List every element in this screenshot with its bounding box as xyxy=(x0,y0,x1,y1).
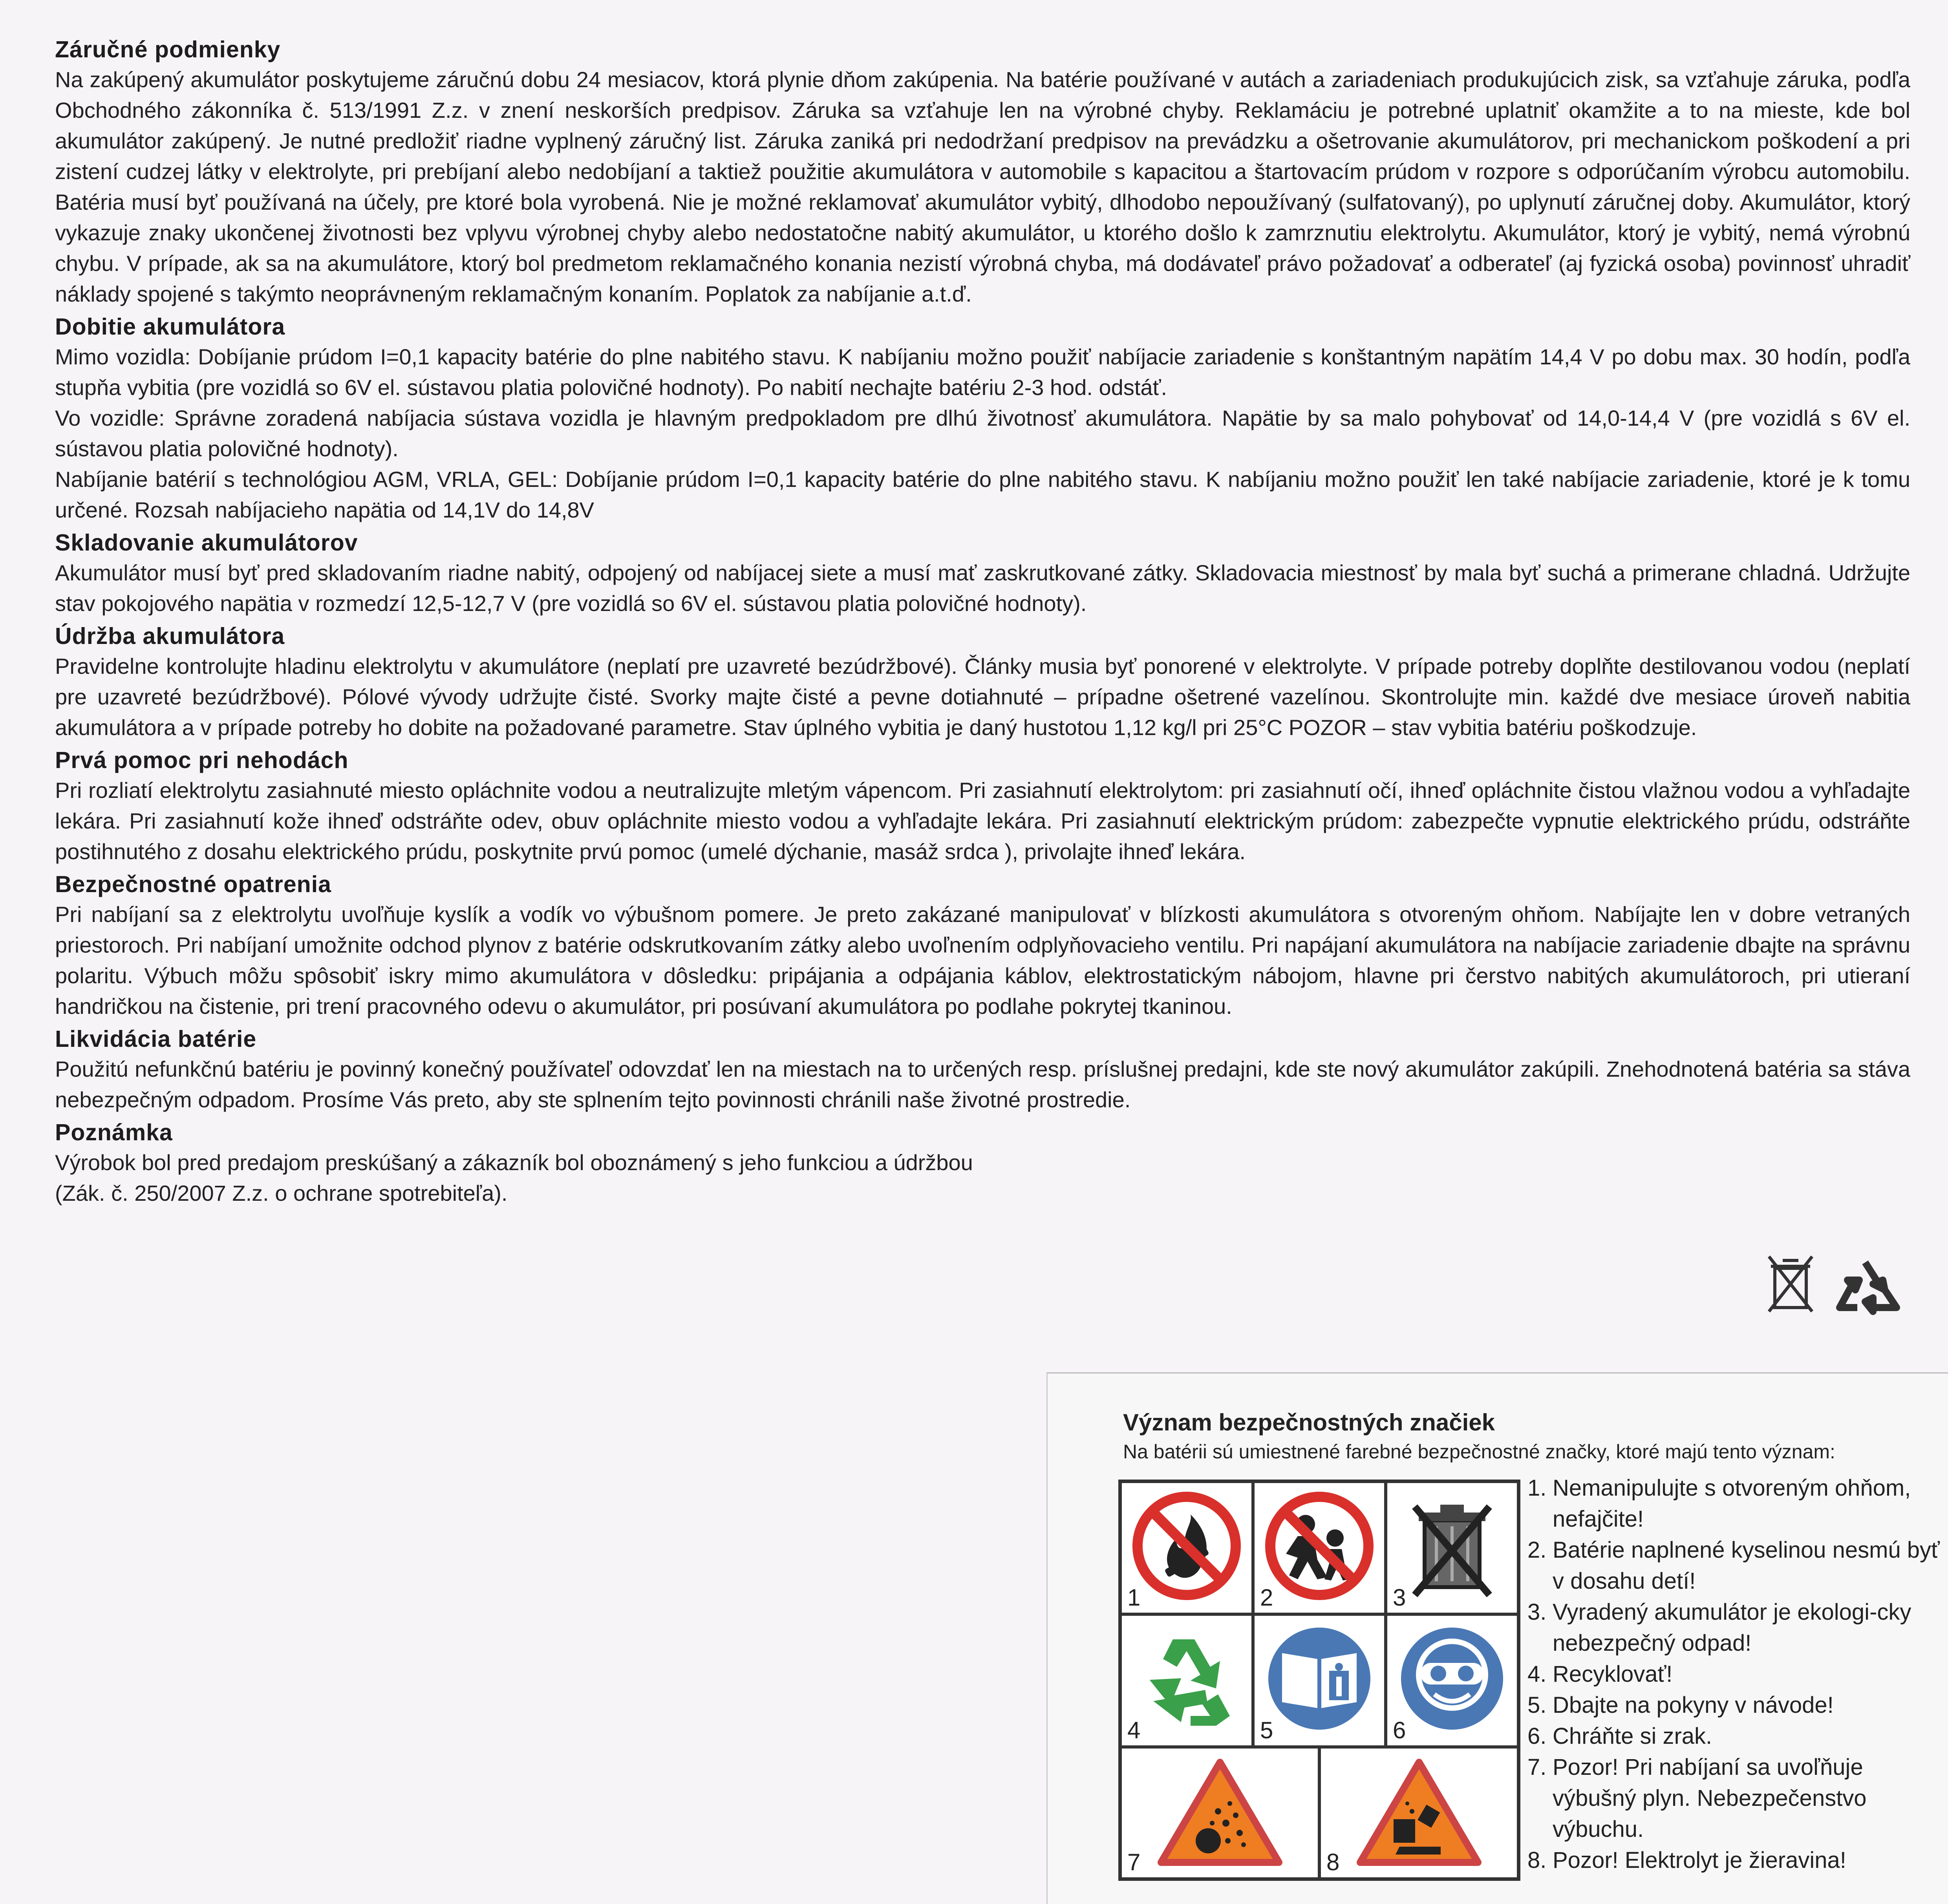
cell-number: 5 xyxy=(1260,1717,1273,1743)
section-text xyxy=(55,1054,1910,1115)
paragraph: Akumulátor musí byť pred skladovaním riadne nabitý, odpojený od nabíjacej siete a musí mať zaskrutkované zátky. Skladovacia miestnosť by mala byť suchá a primerane chladná. Udržujte stav pokojového napätia v rozmedzí 12,5-12,7 V (pre vozidlá so 6V el. sústavou platia polovičné hodnoty). xyxy=(55,560,1910,616)
no-open-flame-icon xyxy=(1122,1483,1251,1613)
section-warranty xyxy=(55,35,1910,309)
cell-number: 4 xyxy=(1127,1717,1141,1743)
crossed-out-bin-icon xyxy=(1387,1483,1517,1613)
list-item: 2. Batérie naplnené kyselinou nesmú byť v dosahu detí! xyxy=(1527,1537,1940,1594)
list-item: 7. Pozor! Pri nabíjaní sa uvoľňuje výbušný plyn. Nebezpečenstvo výbuchu. xyxy=(1527,1754,1867,1842)
section-charging xyxy=(55,312,1910,525)
paragraph: Pravidelne kontrolujte hladinu elektrolytu v akumulátore (neplatí pre uzavreté bezúdržbové). Články musia byť ponorené v elektrolyte. V prípade potreby doplňte destilovanou vodou (neplatí pre uzavreté bezúdržbové). Pólové vývody udržujte čisté. Svorky majte čisté a pevne dotiahnuté – prípadne ošetrené vazelínou. Skontrolujte min. každé dve mesiace úroveň nabitia akumulátora a v prípade potreby ho dobite na požadované parametre. Stav úplného vybitia je daný hustotou 1,12 kg/l pri 25°C POZOR – stav vybitia batériu poškodzuje. xyxy=(55,654,1910,740)
symbol-cell xyxy=(1386,1614,1518,1747)
list-item: 3. Vyradený akumulátor je ekologi-cky nebezpečný odpad! xyxy=(1527,1599,1911,1656)
section-maintenance xyxy=(55,621,1910,743)
cell-number: 1 xyxy=(1127,1584,1141,1611)
small-crossed-bin-icon xyxy=(1767,1253,1916,1315)
safety-symbols-grid xyxy=(1118,1480,1520,1881)
list-item: 5. Dbajte na pokyny v návode! xyxy=(1527,1692,1834,1718)
corrosive-warning-icon xyxy=(1321,1749,1517,1878)
section-disposal xyxy=(55,1024,1910,1115)
symbol-cell xyxy=(1386,1481,1518,1614)
document-body xyxy=(55,35,1910,1211)
read-manual-icon xyxy=(1255,1616,1384,1745)
symbol-cell xyxy=(1120,1481,1253,1614)
paragraph: Pri rozliatí elektrolytu zasiahnuté miesto opláchnite vodou a neutralizujte mletým vápencom. Pri zasiahnutí elektrolytom: pri zasiahnutí očí, ihneď opláchnite čistou vlažnou vodou a vyhľadajte lekára. Pri zasiahnutí kože ihneď odstráňte odev, obuv opláchnite miesto vodou a vyhľadajte lekára. Pri zasiahnutí elektrickým prúdom: zabezpečte vypnutie elektrického prúdu, odstráňte postihnutého z dosahu elektrického prúdu, poskytnite prvú pomoc (umelé dýchanie, masáž srdca ), privolajte ihneď lekára. xyxy=(55,778,1910,864)
legend-title: Význam bezpečnostných značiek xyxy=(1123,1409,1495,1436)
paragraph: (Zák. č. 250/2007 Z.z. o ochrane spotrebiteľa). xyxy=(55,1181,508,1205)
section-text xyxy=(55,899,1910,1022)
symbol-cell xyxy=(1319,1747,1518,1879)
paragraph: Použitú nefunkčnú batériu je povinný konečný používateľ odovzdať len na miestach na to určených resp. príslušnej predajni, kde ste nový akumulátor zakúpili. Znehodnotená batéria sa stáva nebezpečným odpadom. Prosíme Vás preto, aby ste splnením tejto povinnosti chránili naše životné prostredie. xyxy=(55,1057,1910,1112)
legend-list xyxy=(1527,1472,1944,1876)
cell-number: 2 xyxy=(1260,1584,1273,1611)
section-storage xyxy=(55,528,1910,619)
small-recycle-icon xyxy=(1840,1262,1897,1311)
cell-number: 6 xyxy=(1393,1717,1406,1743)
paragraph: Výrobok bol pred predajom preskúšaný a zákazník bol oboznámený s jeho funkciou a údržbou xyxy=(55,1150,973,1175)
cell-number: 7 xyxy=(1127,1849,1141,1875)
list-item: 6. Chráňte si zrak. xyxy=(1527,1723,1712,1749)
symbol-cell xyxy=(1120,1614,1253,1747)
section-text xyxy=(55,1147,1910,1209)
paragraph: Pri nabíjaní sa z elektrolytu uvoľňuje kyslík a vodík vo výbušnom pomere. Je preto zakázané manipulovať v blízkosti akumulátora s otvoreným ohňom. Nabíjajte len v dobre vetraných priestoroch. Pri nabíjaní umožnite odchod plynov z batérie odskrutkovaním zátky alebo uvoľnením odplyňovacieho ventilu. Pri napájaní akumulátora na nabíjacie zariadenie dbajte na správnu polaritu. Výbuch môžu spôsobiť iskry mimo akumulátora v dôsledku: pripájania a odpájania káblov, elektrostatickým nábojom, hlavne pri čerstvo nabitých akumulátoroch, pri utieraní handričkou na čistenie, pri trení pracovného odevu o akumulátor, pri posúvaní akumulátora po podlahe pokrytej tkaninou. xyxy=(55,902,1910,1019)
symbol-cell xyxy=(1120,1747,1319,1879)
section-text xyxy=(55,775,1910,867)
paragraph: Nabíjanie batérií s technológiou AGM, VRLA, GEL: Dobíjanie prúdom I=0,1 kapacity batérie do plne nabitého stavu. K nabíjaniu možno použiť len také nabíjacie zariadenie, ktoré je k tomu určené. Rozsah nabíjacieho napätia od 14,1V do 14,8V xyxy=(55,467,1910,522)
section-title: Prvá pomoc pri nehodách xyxy=(55,747,349,773)
list-item: 8. Pozor! Elektrolyt je žieravina! xyxy=(1527,1847,1846,1873)
eye-protection-icon xyxy=(1387,1616,1517,1745)
section-text xyxy=(55,558,1910,619)
section-title: Údržba akumulátora xyxy=(55,623,285,649)
section-title: Záručné podmienky xyxy=(55,37,281,62)
list-item: 1. Nemanipulujte s otvoreným ohňom, nefajčite! xyxy=(1527,1475,1911,1532)
cell-number: 8 xyxy=(1326,1849,1340,1875)
cell-number: 3 xyxy=(1393,1584,1406,1611)
section-title: Bezpečnostné opatrenia xyxy=(55,871,331,897)
paragraph: Vo vozidle: Správne zoradená nabíjacia sústava vozidla je hlavným predpokladom pre dlhú životnosť akumulátora. Napätie by sa malo pohybovať od 14,0-14,4 V (pre vozidlá s 6V el. sústavou platia polovičné hodnoty). xyxy=(55,406,1910,461)
section-text xyxy=(55,64,1910,309)
list-item: 4. Recyklovať! xyxy=(1527,1661,1673,1687)
section-text xyxy=(55,342,1910,525)
section-text xyxy=(55,651,1910,743)
section-title: Dobitie akumulátora xyxy=(55,314,285,340)
symbol-cell xyxy=(1253,1614,1386,1747)
explosive-gas-warning-icon xyxy=(1122,1749,1318,1878)
section-title: Poznámka xyxy=(55,1119,173,1145)
keep-away-from-children-icon xyxy=(1255,1483,1384,1613)
disposal-icons xyxy=(1767,1253,1916,1315)
section-note xyxy=(55,1118,1910,1209)
paragraph: Na zakúpený akumulátor poskytujeme záručnú dobu 24 mesiacov, ktorá plynie dňom zakúpenia. Na batérie používané v autách a zariadeniach produkujúcich zisk, sa vzťahuje záruka, podľa Obchodného zákonníka č. 513/1991 Z.z. v znení neskorších predpisov. Záruka sa vzťahuje len na výrobné chyby. Reklamáciu je potrebné uplatniť okamžite a to na mieste, kde bol akumulátor zakúpený. Je nutné predložiť riadne vyplnený záručný list. Záruka zaniká pri nedodržaní predpisov na prevádzku a ošetrovanie akumulátorov, pri mechanickom poškodení a pri zistení cudzej látky v elektrolyte, pri prebíjaní alebo nedobíjaní a taktiež použitie akumulátora v automobile s kapacitou a štartovacím prúdom v rozpore s odporúčaním výrobcu automobilu. Batéria musí byť používaná na účely, pre ktoré bola vyrobená. Nie je možné reklamovať akumulátor vybitý, dlhodobo nepoužívaný (sulfatovaný), po uplynutí záručnej doby. Akumulátor, ktorý vykazuje znaky ukončenej životnosti bez vplyvu výrobnej chyby alebo nedostatočne nabitý akumulátor, u ktorého došlo k zamrznutiu elektrolytu. Akumulátor, ktorý je vybitý, nemá výrobnú chybu. V prípade, ak sa na akumulátore, ktorý bol predmetom reklamačného konania nezistí výrobná chyba, má dodávateľ právo požadovať a odberateľ (aj fyzická osoba) povinnosť uhradiť náklady spojené s takýmto neoprávneným reklamačným konaním. Poplatok za nabíjanie a.t.ď. xyxy=(55,67,1910,306)
section-title: Skladovanie akumulátorov xyxy=(55,530,358,556)
paragraph: Mimo vozidla: Dobíjanie prúdom I=0,1 kapacity batérie do plne nabitého stavu. K nabíjaniu možno použiť nabíjacie zariadenie s konštantným napätím 14,4 V po dobu max. 30 hodín, podľa stupňa vybitia (pre vozidlá so 6V el. sústavou platia polovičné hodnoty). Po nabití nechajte batériu 2-3 hod. odstáť. xyxy=(55,344,1910,400)
recycle-icon xyxy=(1122,1616,1251,1745)
legend-subtitle: Na batérii sú umiestnené farebné bezpečnostné značky, ktoré majú tento význam: xyxy=(1123,1441,1835,1463)
symbol-cell xyxy=(1253,1481,1386,1614)
section-safety xyxy=(55,869,1910,1022)
section-first-aid xyxy=(55,745,1910,867)
section-title: Likvidácia batérie xyxy=(55,1026,257,1052)
